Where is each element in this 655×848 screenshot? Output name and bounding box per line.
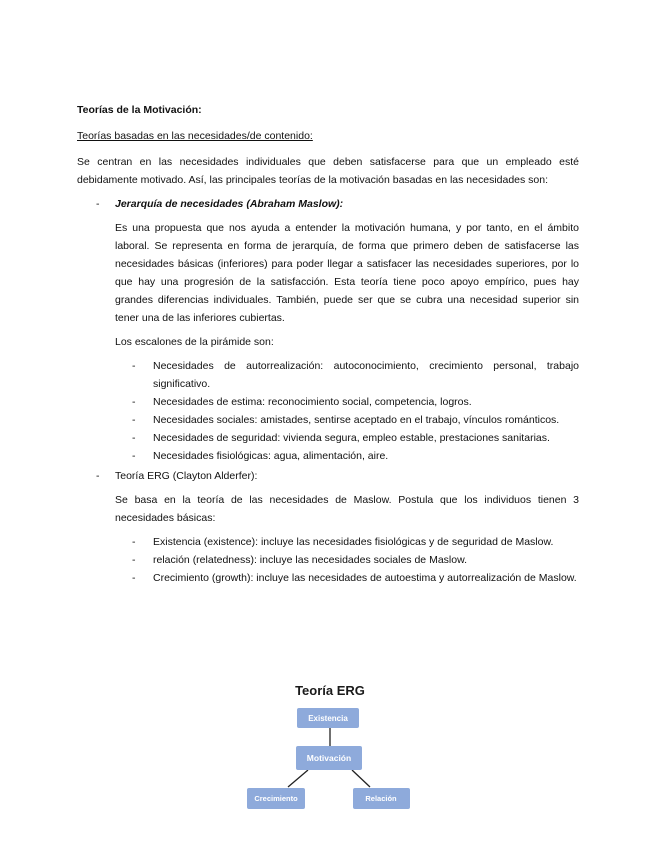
list-bullet: - <box>132 414 136 426</box>
document-body <box>77 101 579 589</box>
list-item-text: relación (relatedness): incluye las necesidades sociales de Maslow. <box>153 554 467 566</box>
connector-motivacion-relacion <box>352 770 370 787</box>
list-bullet: - <box>132 572 136 584</box>
section-subtitle: Teorías basadas en las necesidades/de contenido: <box>77 130 313 142</box>
maslow-paragraph: Es una propuesta que nos ayuda a entender la motivación humana, y por tanto, en el ámbito laboral. Se representa en forma de jerarquía, de forma que primero deben de satisfacerse las necesidades básicas (inferiores) para poder llegar a satisfacer las necesidades superiores, por lo que hay una progresión de la satisfacción. Esta teoría tiene poco apoyo empírico, pues hay grandes diferencias individuales. También, puede ser que se cubra una necesidad superior sin tener una de las inferiores cubiertas. <box>115 222 579 324</box>
list-item-text: Existencia (existence): incluye las necesidades fisiológicas y de seguridad de Maslow. <box>153 536 554 548</box>
list-item <box>115 447 579 465</box>
node-relacion-label: Relación <box>365 794 397 803</box>
list-bullet: - <box>132 450 136 462</box>
page-title: Teorías de la Motivación: <box>77 104 202 116</box>
list-item <box>115 411 579 429</box>
diagram-title: Teoría ERG <box>295 683 365 698</box>
list-item <box>115 357 579 393</box>
list-bullet: - <box>132 360 136 372</box>
erg-paragraph: Se basa en la teoría de las necesidades de Maslow. Postula que los individuos tienen 3 necesidades básicas: <box>115 494 579 524</box>
erg-diagram-svg <box>240 680 420 815</box>
node-existencia-label: Existencia <box>308 714 348 723</box>
node-motivacion-label: Motivación <box>306 753 352 763</box>
maslow-heading: Jerarquía de necesidades (Abraham Maslow): <box>115 198 344 210</box>
list-item-text: Necesidades de seguridad: vivienda segura, empleo estable, prestaciones sanitarias. <box>153 432 550 444</box>
list-bullet: - <box>132 396 136 408</box>
list-bullet: - <box>96 470 100 482</box>
list-bullet: - <box>132 554 136 566</box>
list-bullet: - <box>132 536 136 548</box>
erg-section <box>77 467 579 587</box>
list-bullet: - <box>132 432 136 444</box>
list-item <box>115 429 579 447</box>
list-item <box>115 569 579 587</box>
list-bullet: - <box>96 198 100 210</box>
connector-motivacion-crecimiento <box>288 770 308 787</box>
list-item <box>115 551 579 569</box>
maslow-steps-list <box>115 357 579 465</box>
list-item-text: Necesidades de autorrealización: autoconocimiento, crecimiento personal, trabajo significativo. <box>153 360 579 390</box>
list-item-text: Necesidades de estima: reconocimiento social, competencia, logros. <box>153 396 472 408</box>
erg-needs-list <box>115 533 579 587</box>
node-crecimiento-label: Crecimiento <box>254 794 298 803</box>
list-item <box>115 533 579 551</box>
list-item-text: Necesidades fisiológicas: agua, alimentación, aire. <box>153 450 389 462</box>
erg-heading: Teoría ERG (Clayton Alderfer): <box>115 470 258 482</box>
list-item <box>115 393 579 411</box>
intro-paragraph: Se centran en las necesidades individuales que deben satisfacerse para que un empleado esté debidamente motivado. Así, las principales teorías de la motivación basadas en las necesidades son: <box>77 156 579 186</box>
list-item-text: Necesidades sociales: amistades, sentirse aceptado en el trabajo, vínculos románticos. <box>153 414 560 426</box>
maslow-steps-intro: Los escalones de la pirámide son: <box>115 336 274 348</box>
list-item-text: Crecimiento (growth): incluye las necesidades de autoestima y autorrealización de Maslow. <box>153 572 577 584</box>
erg-diagram <box>240 680 420 815</box>
maslow-section <box>77 195 579 465</box>
